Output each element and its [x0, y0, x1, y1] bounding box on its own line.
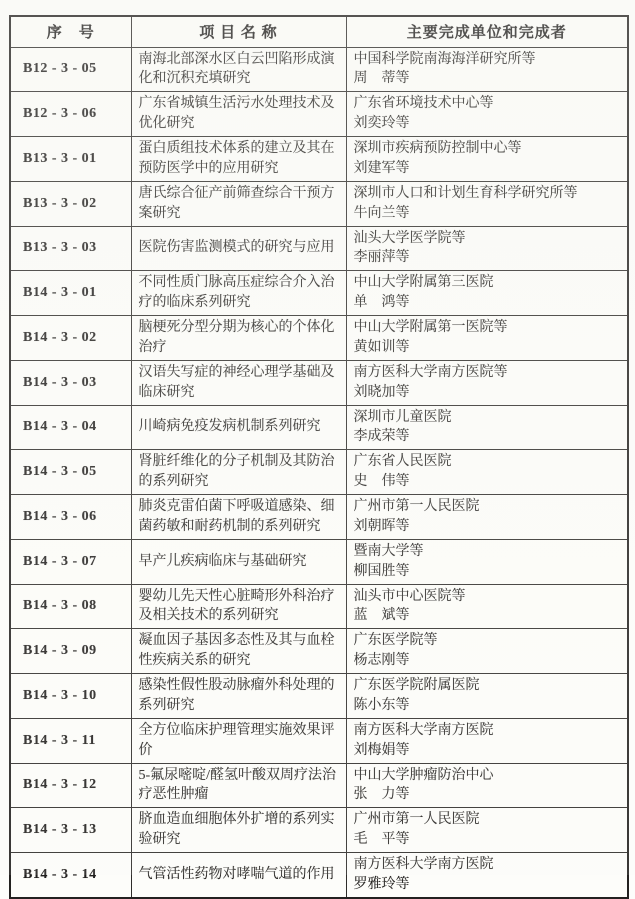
- serial-cell: B14 - 3 - 14: [10, 853, 131, 898]
- unit-person-cell: [346, 360, 628, 405]
- table-row: [10, 92, 628, 137]
- completing-unit: 中国科学院南海海洋研究所等: [353, 51, 536, 67]
- completing-person: 刘建军等: [353, 160, 410, 176]
- completing-unit: 深圳市人口和计划生育科学研究所等: [353, 185, 578, 201]
- project-name-cell: 肾脏纤维化的分子机制及其防治的系列研究: [131, 450, 346, 495]
- serial-cell: B14 - 3 - 03: [10, 360, 131, 405]
- unit-person-cell: [346, 137, 628, 182]
- project-name-cell: 蛋白质组技术体系的建立及其在预防医学中的应用研究: [131, 137, 346, 182]
- project-name-cell: 婴幼儿先天性心脏畸形外科治疗及相关技术的系列研究: [131, 584, 346, 629]
- unit-person-cell: [346, 629, 628, 674]
- completing-unit: 广东医学院等: [353, 633, 438, 649]
- serial-cell: B13 - 3 - 03: [10, 226, 131, 271]
- completing-unit: 汕头大学医学院等: [353, 230, 466, 246]
- unit-person-cell: [346, 763, 628, 808]
- table-row: [10, 47, 628, 92]
- table-row: [10, 316, 628, 361]
- completing-person: 周 蒂等: [353, 71, 410, 87]
- table-row: [10, 674, 628, 719]
- unit-person-cell: [346, 450, 628, 495]
- unit-person-cell: [346, 271, 628, 316]
- header-serial: 序 号: [10, 16, 131, 47]
- table-row: [10, 539, 628, 584]
- table-row: [10, 405, 628, 450]
- completing-person: 陈小东等: [353, 697, 410, 713]
- completing-person: 刘朝晖等: [353, 518, 410, 534]
- project-name-cell: 气管活性药物对哮喘气道的作用: [131, 853, 346, 898]
- completing-person: 李成荣等: [353, 429, 410, 445]
- unit-person-cell: [346, 674, 628, 719]
- serial-cell: B12 - 3 - 06: [10, 92, 131, 137]
- completing-unit: 深圳市疾病预防控制中心等: [353, 141, 522, 156]
- project-name-cell: 汉语失写症的神经心理学基础及临床研究: [131, 360, 346, 405]
- project-name-cell: 5-氟尿嘧啶/醛氢叶酸双周疗法治疗恶性肿瘤: [131, 763, 346, 808]
- project-name-cell: 脑梗死分型分期为核心的个体化治疗: [131, 316, 346, 361]
- completing-unit: 汕头市中心医院等: [353, 588, 466, 604]
- project-name-cell: 唐氏综合征产前筛查综合干预方案研究: [131, 181, 346, 226]
- completing-unit: 南方医科大学南方医院: [353, 722, 494, 738]
- unit-person-cell: [346, 92, 628, 137]
- serial-cell: B14 - 3 - 08: [10, 584, 131, 629]
- serial-cell: B13 - 3 - 02: [10, 181, 131, 226]
- completing-unit: 南方医科大学南方医院: [353, 857, 494, 872]
- completing-person: 黄如训等: [353, 339, 410, 355]
- completing-unit: 广州市第一人民医院: [353, 499, 480, 514]
- table-row: [10, 181, 628, 226]
- completing-person: 刘梅娟等: [353, 742, 410, 758]
- completing-unit: 南方医科大学南方医院等: [353, 364, 508, 380]
- header-project-name: 项 目 名 称: [131, 16, 346, 47]
- table-row: [10, 360, 628, 405]
- unit-person-cell: [346, 405, 628, 450]
- unit-person-cell: [346, 495, 628, 540]
- completing-person: 李丽萍等: [353, 250, 410, 266]
- table-row: [10, 495, 628, 540]
- serial-cell: B14 - 3 - 07: [10, 539, 131, 584]
- unit-person-cell: [346, 584, 628, 629]
- completing-unit: 广东省人民医院: [353, 454, 452, 470]
- table-body: [10, 47, 628, 898]
- unit-person-cell: [346, 47, 628, 92]
- serial-cell: B14 - 3 - 12: [10, 763, 131, 808]
- project-name-cell: 不同性质门脉高压症综合介入治疗的临床系列研究: [131, 271, 346, 316]
- project-name-cell: 广东省城镇生活污水处理技术及优化研究: [131, 92, 346, 137]
- serial-cell: B14 - 3 - 13: [10, 808, 131, 853]
- completing-unit: 中山大学肿瘤防治中心: [353, 767, 494, 783]
- completing-person: 刘晓加等: [353, 384, 410, 400]
- serial-cell: B14 - 3 - 06: [10, 495, 131, 540]
- completing-person: 牛向兰等: [353, 205, 410, 221]
- completing-person: 毛 平等: [353, 832, 410, 848]
- header-row: [10, 16, 628, 47]
- serial-cell: B14 - 3 - 10: [10, 674, 131, 719]
- completing-unit: 广东医学院附属医院: [353, 678, 480, 693]
- unit-person-cell: [346, 718, 628, 763]
- completing-unit: 广州市第一人民医院: [353, 812, 480, 828]
- project-name-cell: 凝血因子基因多态性及其与血栓性疾病关系的研究: [131, 629, 346, 674]
- serial-cell: B14 - 3 - 04: [10, 405, 131, 450]
- award-list-table: [9, 15, 629, 899]
- unit-person-cell: [346, 853, 628, 898]
- completing-person: 张 力等: [353, 787, 410, 803]
- completing-person: 史 伟等: [353, 474, 410, 490]
- completing-unit: 中山大学附属第三医院: [353, 275, 494, 291]
- table-row: [10, 629, 628, 674]
- completing-unit: 暨南大学等: [353, 543, 424, 559]
- serial-cell: B14 - 3 - 09: [10, 629, 131, 674]
- completing-person: 罗雅玲等: [353, 876, 410, 892]
- completing-person: 蓝 斌等: [353, 608, 410, 624]
- table-row: [10, 584, 628, 629]
- completing-unit: 中山大学附属第一医院等: [353, 320, 508, 335]
- table-row: [10, 271, 628, 316]
- completing-person: 柳国胜等: [353, 563, 410, 579]
- table-row: [10, 718, 628, 763]
- project-name-cell: 感染性假性股动脉瘤外科处理的系列研究: [131, 674, 346, 719]
- serial-cell: B13 - 3 - 01: [10, 137, 131, 182]
- project-name-cell: 全方位临床护理管理实施效果评价: [131, 718, 346, 763]
- table-row: [10, 450, 628, 495]
- serial-cell: B14 - 3 - 01: [10, 271, 131, 316]
- serial-cell: B12 - 3 - 05: [10, 47, 131, 92]
- serial-cell: B14 - 3 - 02: [10, 316, 131, 361]
- completing-unit: 广东省环境技术中心等: [353, 96, 494, 112]
- serial-cell: B14 - 3 - 05: [10, 450, 131, 495]
- header-unit-person: 主要完成单位和完成者: [346, 16, 628, 47]
- completing-person: 单 鸿等: [353, 295, 410, 311]
- completing-person: 刘奕玲等: [353, 116, 410, 132]
- table-row: [10, 137, 628, 182]
- table-row: [10, 853, 628, 898]
- unit-person-cell: [346, 808, 628, 853]
- serial-cell: B14 - 3 - 11: [10, 718, 131, 763]
- completing-person: 杨志刚等: [353, 653, 410, 669]
- unit-person-cell: [346, 226, 628, 271]
- project-name-cell: 川崎病免疫发病机制系列研究: [131, 405, 346, 450]
- project-name-cell: 医院伤害监测模式的研究与应用: [131, 226, 346, 271]
- project-name-cell: 南海北部深水区白云凹陷形成演化和沉积充填研究: [131, 47, 346, 92]
- unit-person-cell: [346, 316, 628, 361]
- completing-unit: 深圳市儿童医院: [353, 409, 452, 425]
- project-name-cell: 脐血造血细胞体外扩增的系列实验研究: [131, 808, 346, 853]
- table-row: [10, 808, 628, 853]
- table-row: [10, 226, 628, 271]
- unit-person-cell: [346, 539, 628, 584]
- unit-person-cell: [346, 181, 628, 226]
- table-row: [10, 763, 628, 808]
- project-name-cell: 肺炎克雷伯菌下呼吸道感染、细菌药敏和耐药机制的系列研究: [131, 495, 346, 540]
- table-header: [10, 16, 628, 47]
- project-name-cell: 早产儿疾病临床与基础研究: [131, 539, 346, 584]
